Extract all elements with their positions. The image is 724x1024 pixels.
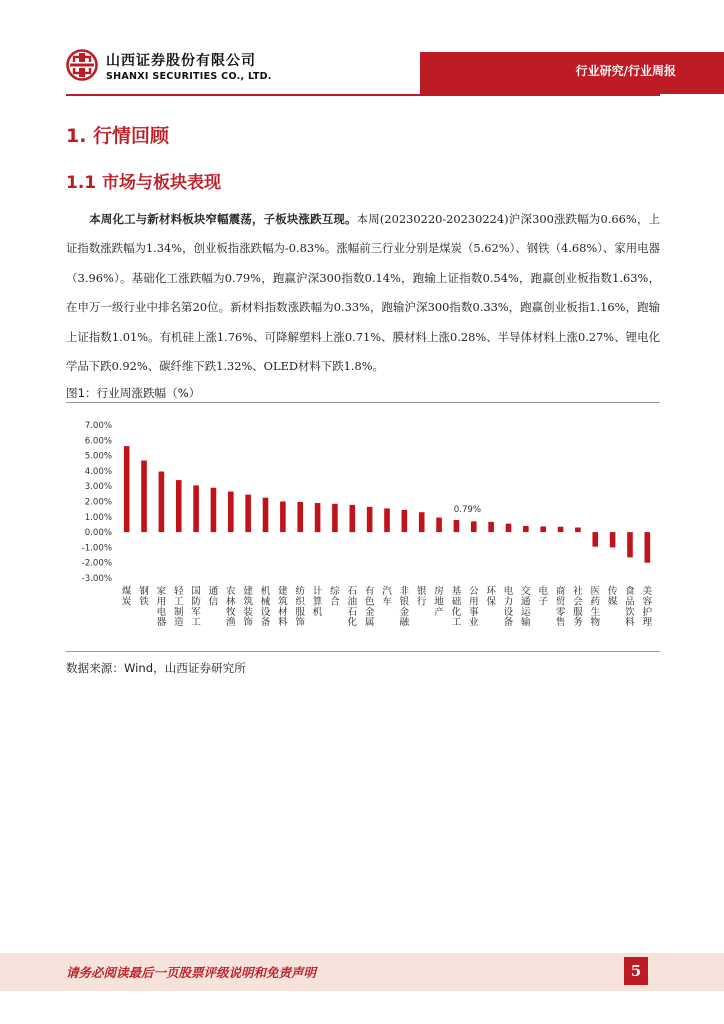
- bar: [367, 507, 373, 532]
- bar: [610, 532, 616, 547]
- bar: [645, 532, 651, 563]
- y-tick-label: 2.00%: [84, 497, 112, 508]
- figure-rule-bottom: [66, 651, 660, 652]
- x-tick-label: 环保: [486, 586, 496, 608]
- bar: [349, 505, 355, 532]
- bars-group: [124, 446, 650, 563]
- bar: [280, 502, 286, 533]
- bar: [159, 472, 165, 533]
- paragraph-body: 本周(20230220-20230224)沪深300涨跌幅为0.66%，上证指数涨跌幅为1.34%，创业板指涨跌幅为-0.83%。涨幅前三行业分别是煤炭（5.62%）、钢铁（4.68%）、家用电器（3.96%）。基础化工涨跌幅为0.79%，跑赢沪深300指数0.14%，跑输上证指数0.54%，跑赢创业板指数1.63%，在申万一级行业中排名第20位。新材料指数涨跌幅为0.33%，跑输沪深300指数0.33%，跑赢创业板指1.16%，跑输上证指数1.01%。有机硅上涨1.76%、可降解塑料上涨0.71%、膜材料上涨0.28%、半导体材料上涨0.27%、锂电化学品下跌0.92%、碳纤维下跌1.32%、OLED材料下跌1.8%。: [66, 212, 660, 374]
- y-axis: [82, 421, 112, 584]
- header-divider: [66, 94, 660, 96]
- bar: [627, 532, 633, 557]
- x-tick-label: 计算机: [312, 586, 323, 618]
- y-tick-label: 0.00%: [84, 528, 112, 539]
- bar: [540, 526, 546, 532]
- x-axis-labels: [122, 585, 653, 628]
- y-tick-label: -1.00%: [81, 543, 112, 554]
- x-tick-label: 电力设备: [503, 586, 514, 629]
- x-tick-label: 家用电器: [156, 586, 167, 629]
- y-tick-label: 7.00%: [84, 421, 112, 431]
- x-tick-label: 综合: [330, 586, 340, 608]
- bar: [506, 524, 512, 532]
- subsection-heading: 1.1 市场与板块表现: [66, 173, 222, 193]
- y-tick-label: -3.00%: [81, 574, 112, 584]
- y-tick-label: -2.00%: [81, 558, 112, 569]
- x-tick-label: 美容护理: [642, 586, 653, 629]
- section-heading: 1. 行情回顾: [66, 125, 170, 147]
- company-name-en: SHANXI SECURITIES CO., LTD.: [106, 71, 272, 82]
- company-name-cn: 山西证券股份有限公司: [106, 53, 256, 69]
- bar: [471, 521, 477, 532]
- y-tick-label: 3.00%: [84, 482, 112, 493]
- bar: [402, 510, 408, 532]
- paragraph-lead: 本周化工与新材料板块窄幅震荡，子板块涨跌互现。: [89, 212, 357, 226]
- bar: [436, 518, 442, 533]
- x-tick-label: 煤炭: [121, 586, 132, 608]
- bar: [176, 480, 182, 532]
- bar: [454, 520, 460, 532]
- bar: [141, 460, 147, 532]
- y-tick-label: 1.00%: [84, 512, 112, 523]
- annotations-group: [454, 505, 481, 515]
- bar: [488, 522, 494, 532]
- x-tick-label: 钢铁: [139, 586, 149, 608]
- x-tick-label: 银行: [416, 586, 427, 608]
- x-tick-label: 机械设备: [260, 586, 271, 629]
- bar: [558, 527, 564, 532]
- bar: [297, 502, 303, 532]
- x-tick-label: 基础化工: [451, 586, 462, 629]
- footer-disclaimer: 请务必阅读最后一页股票评级说明和免责声明: [66, 965, 317, 980]
- company-logo-icon: [66, 49, 98, 81]
- body-paragraph: [66, 205, 660, 381]
- bar: [263, 498, 269, 532]
- x-tick-label: 交通运输: [521, 586, 531, 629]
- x-tick-label: 国防军工: [191, 586, 201, 629]
- figure-source: 数据来源：Wind，山西证券研究所: [66, 661, 246, 675]
- x-tick-label: 农林牧渔: [226, 586, 236, 629]
- bar: [245, 495, 251, 532]
- bar: [124, 446, 130, 532]
- x-tick-label: 社会服务: [573, 586, 583, 629]
- x-tick-label: 汽车: [382, 586, 392, 608]
- x-tick-label: 有色金属: [364, 586, 375, 629]
- x-tick-label: 传媒: [607, 586, 618, 608]
- x-tick-label: 非银金融: [399, 586, 410, 629]
- bar: [384, 508, 390, 532]
- bar: [332, 504, 338, 532]
- bar: [211, 488, 217, 532]
- x-tick-label: 通信: [208, 586, 219, 608]
- x-tick-label: 建筑材料: [278, 586, 288, 629]
- page-number: 5: [624, 957, 648, 985]
- x-tick-label: 医药生物: [590, 586, 601, 629]
- bar: [523, 526, 529, 532]
- bar: [419, 512, 425, 532]
- x-tick-label: 纺织服饰: [295, 586, 306, 629]
- bar: [315, 503, 321, 532]
- data-label: 0.79%: [453, 505, 482, 516]
- x-tick-label: 石油石化: [347, 586, 358, 629]
- industry-weekly-change-chart: [66, 408, 660, 646]
- bar: [193, 485, 199, 532]
- x-tick-label: 建筑装饰: [243, 586, 253, 629]
- figure-rule-top: [66, 402, 660, 403]
- bar: [228, 492, 234, 533]
- bar: [592, 532, 598, 547]
- x-tick-label: 房地产: [434, 586, 444, 618]
- x-tick-label: 食品饮料: [625, 586, 635, 629]
- y-tick-label: 4.00%: [84, 466, 112, 477]
- y-tick-label: 6.00%: [84, 436, 112, 447]
- x-tick-label: 公用事业: [468, 586, 479, 629]
- x-tick-label: 商贸零售: [555, 586, 566, 629]
- figure-title: 图1：行业周涨跌幅（%）: [66, 386, 201, 400]
- x-tick-label: 轻工制造: [173, 586, 184, 629]
- x-tick-label: 电子: [538, 586, 548, 608]
- y-tick-label: 5.00%: [84, 451, 112, 462]
- header-band: [420, 52, 724, 94]
- report-type-label: 行业研究/行业周报: [575, 64, 676, 78]
- bar: [575, 528, 581, 533]
